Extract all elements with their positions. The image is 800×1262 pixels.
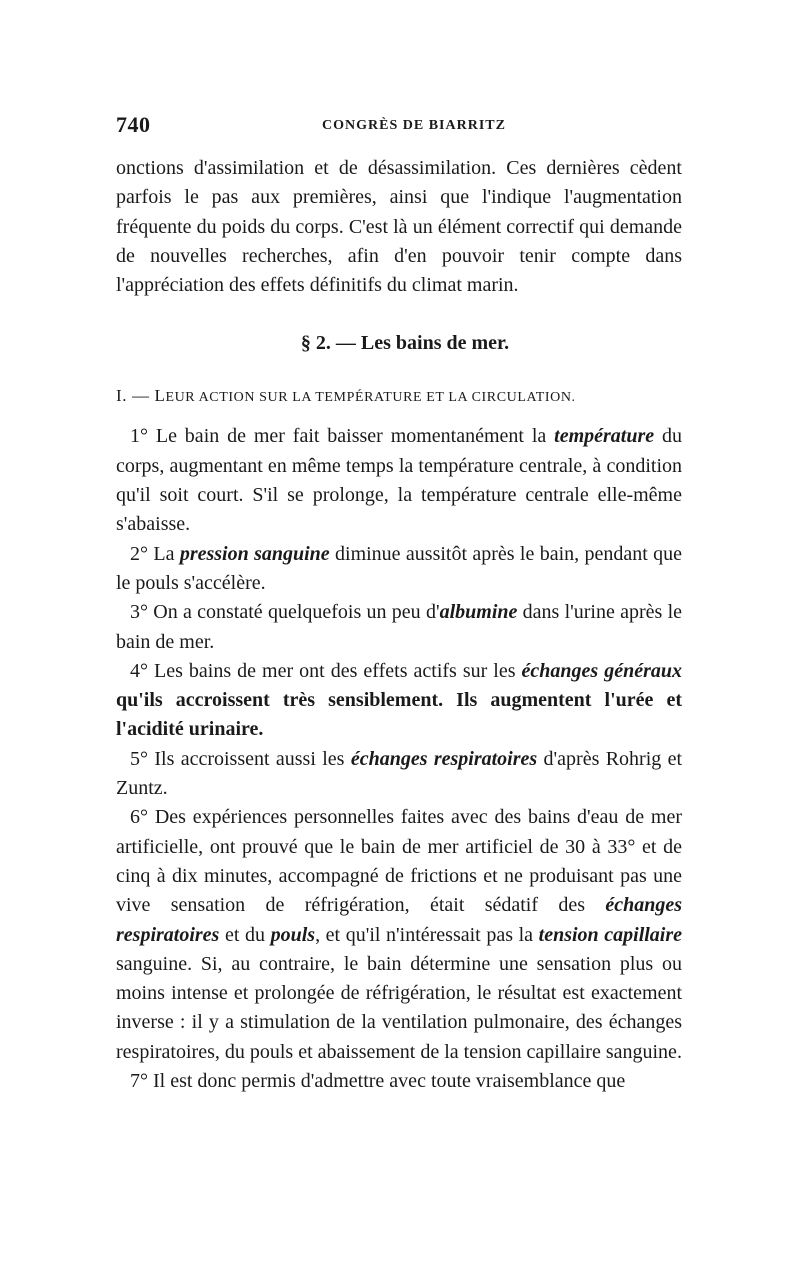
- subsection-number: I.: [116, 386, 128, 406]
- item-number: 6°: [130, 806, 148, 829]
- item-text: , et qu'il n'intéressait pas la: [315, 923, 534, 946]
- item-7: [116, 1067, 682, 1096]
- item-text: Ils accroissent aussi les: [154, 747, 345, 770]
- item-text: La: [153, 542, 175, 565]
- item-number: 2°: [130, 542, 148, 565]
- subsection-heading: [116, 382, 682, 410]
- section-title: § 2. — Les bains de mer.: [300, 332, 510, 355]
- page-header: [116, 112, 682, 142]
- item-number: 1°: [130, 425, 148, 448]
- item-number: 4°: [130, 659, 148, 682]
- item-3: [116, 598, 682, 657]
- item-emphasis: albumine: [439, 601, 518, 624]
- running-title: CONGRÈS DE BIARRITZ: [322, 118, 506, 133]
- item-emphasis: pression sanguine: [179, 542, 330, 565]
- item-number: 3°: [130, 601, 148, 624]
- item-text: On a constaté quelquefois un peu d': [153, 601, 440, 624]
- item-1: [116, 422, 682, 539]
- item-emphasis: échanges respiratoires: [350, 747, 538, 770]
- item-number: 5°: [130, 747, 148, 770]
- item-2: [116, 540, 682, 599]
- item-emphasis: échanges respiratoires: [116, 894, 682, 946]
- page-number: 740: [116, 112, 151, 137]
- subsection-dash: —: [131, 386, 150, 406]
- item-text: d'après Rohrig et Zuntz.: [116, 747, 683, 800]
- item-text: Des expériences personnelles faites avec des bains d'eau de mer artificielle, ont prouvé que le bain de mer artificiel de 30 à 33° et de cinq à dix minutes, accompagné de frictions et ne produisant pas une vive sensation de réfrigération, était sédatif des: [116, 806, 683, 917]
- item-text: dans l'urine après le bain de mer.: [116, 601, 683, 653]
- item-number: 7°: [130, 1070, 148, 1093]
- item-text: du corps, augmentant en même temps la température centrale, à condition qu'il soit court. S'il se prolonge, la température centrale elle-même s'abaisse.: [116, 425, 682, 536]
- subsection-title: EUR ACTION SUR LA TEMPÉRATURE ET LA CIRCULATION.: [165, 390, 576, 406]
- item-emphasis: température: [554, 425, 655, 448]
- item-emphasis: échanges généraux: [521, 659, 683, 682]
- intro-paragraph: onctions d'assimilation et de désassimilation. Ces dernières cèdent parfois le pas aux premières, ainsi que l'indique l'augmentation fréquente du poids du corps. C'est là un élément correctif qui demande de nouvelles recherches, afin d'en pouvoir tenir compte dans l'appréciation des effets définitifs du climat marin.: [116, 157, 682, 297]
- item-text: Le bain de mer fait baisser momentanément la: [155, 425, 547, 448]
- item-emphasis: pouls: [270, 923, 316, 946]
- item-6: [116, 803, 682, 1067]
- item-text: et du: [224, 923, 265, 946]
- subsection-lead-letter: L: [154, 386, 166, 406]
- item-5: [116, 745, 682, 804]
- item-text: sanguine. Si, au contraire, le bain détermine une sensation plus ou moins intense et prolongée de réfrigération, le résultat est exactement inverse : il y a stimulation de la ventilation pulmonaire, des échanges respiratoires, du pouls et abaissement de la tension capillaire sanguine.: [116, 952, 682, 1063]
- book-page: [116, 112, 682, 1096]
- item-emphasis: tension capillaire: [538, 923, 683, 946]
- item-text: Il est donc permis d'admettre avec toute vraisemblance que: [153, 1070, 626, 1093]
- item-text: Les bains de mer ont des effets actifs sur les: [154, 659, 516, 682]
- item-4: [116, 657, 682, 745]
- item-text: qu'ils accroissent très sensiblement. Ils augmentent l'urée et l'acidité urinaire.: [116, 689, 682, 741]
- item-text: diminue aussitôt après le bain, pendant que le pouls s'accélère.: [116, 542, 683, 594]
